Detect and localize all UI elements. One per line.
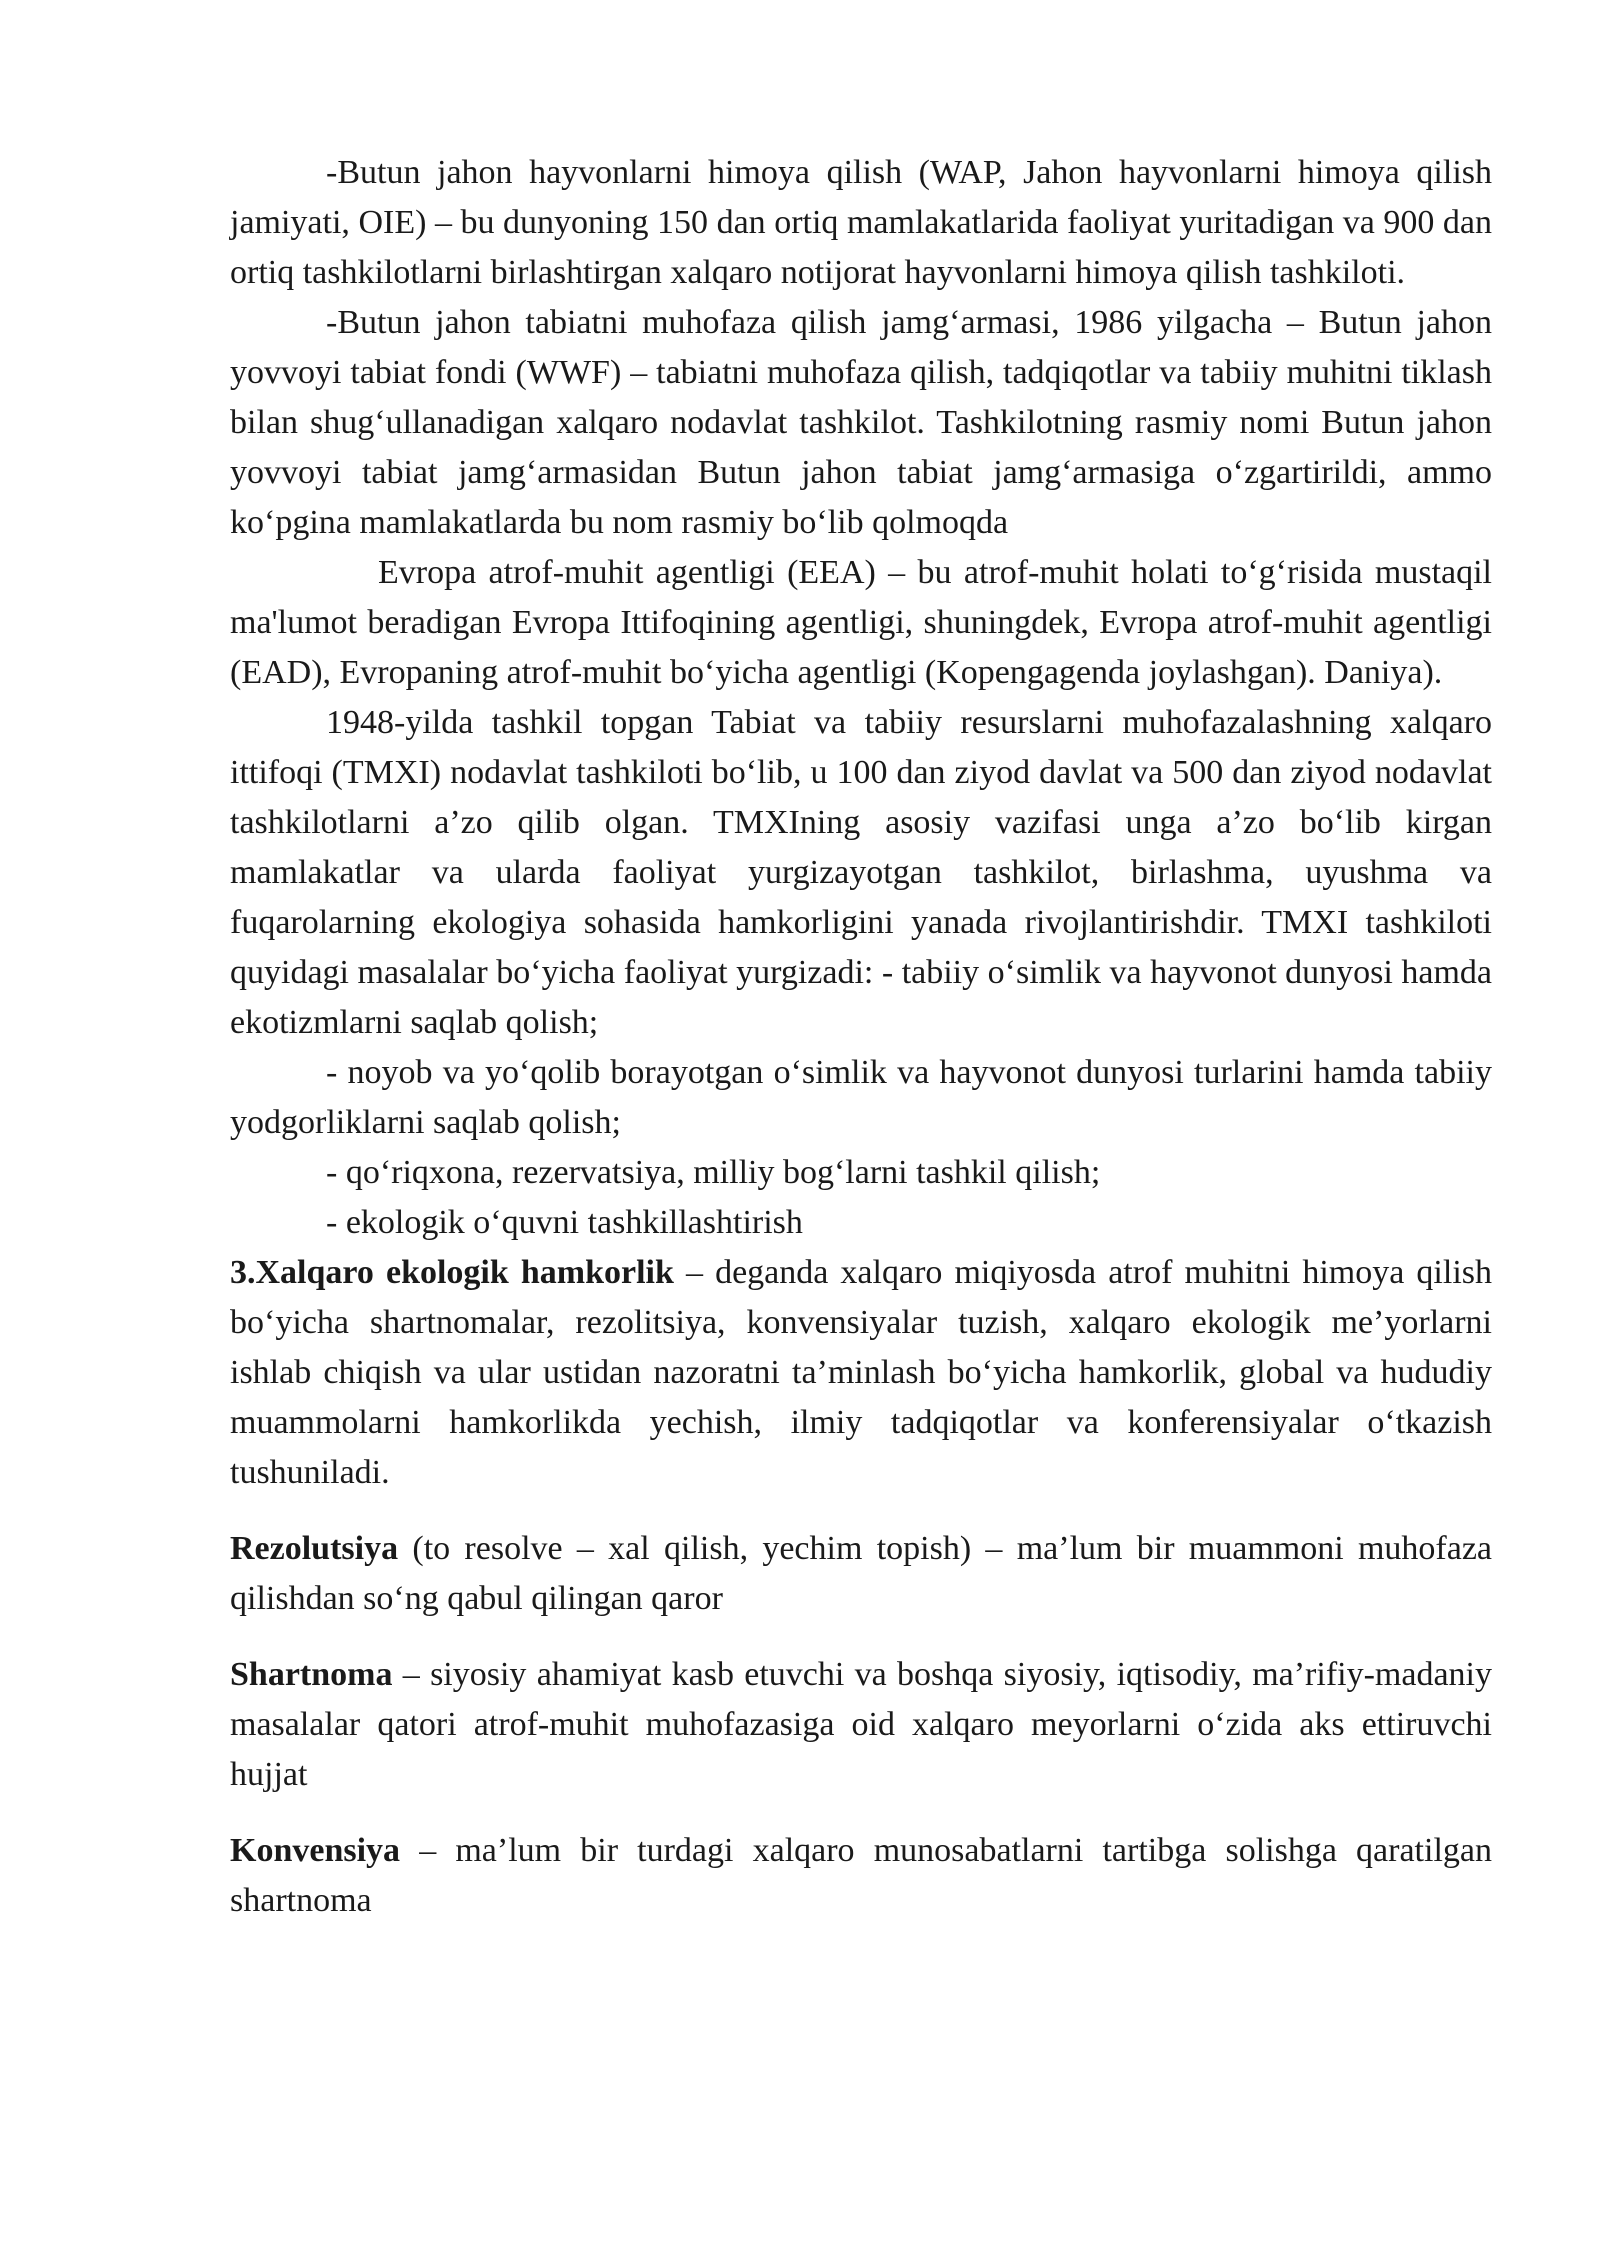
list-item-rare-species: - noyob va yoʻqolib borayotgan oʻsimlik va hayvonot dunyosi turlarini hamda tabiiy yodgorliklarni saqlab qolish; (230, 1054, 1492, 1141)
definition-term: Shartnoma (230, 1656, 393, 1693)
section-heading: 3.Xalqaro ekologik hamkorlik (230, 1254, 674, 1291)
list-item-education: - ekologik oʻquvni tashkillashtirish (326, 1204, 803, 1241)
definition-convention (230, 1826, 1492, 1926)
section-text: – deganda xalqaro miqiyosda atrof muhitni himoya qilish boʻyicha shartnomalar, rezolitsiya, konvensiyalar tuzish, xalqaro ekologik me’yorlarni ishlab chiqish va ular ustidan nazoratni ta’minlash boʻyicha hamkorlik, global va hududiy muammolarni hamkorlikda yechish, ilmiy tadqiqotlar va konferensiyalar oʻtkazish tushuniladi. (230, 1254, 1492, 1491)
definition-text: – siyosiy ahamiyat kasb etuvchi va boshqa siyosiy, iqtisodiy, ma’rifiy-madaniy masalalar qatori atrof-muhit muhofazasiga oid xalqaro meyorlarni oʻzida aks ettiruvchi hujjat (230, 1656, 1492, 1793)
paragraph-eea: Evropa atrof-muhit agentligi (EEA) – bu atrof-muhit holati toʻgʻrisida mustaqil ma'lumot beradigan Evropa Ittifoqining agentligi, shuningdek, Evropa atrof-muhit agentligi (EAD), Evropaning atrof-muhit boʻyicha agentligi (Kopengagenda joylashgan). Daniya). (230, 554, 1492, 691)
list-item-reserves: - qoʻriqxona, rezervatsiya, milliy bogʻlarni tashkil qilish; (326, 1154, 1101, 1191)
definition-treaty (230, 1650, 1492, 1800)
definition-term: Rezolutsiya (230, 1530, 399, 1567)
paragraph-tmxi: 1948-yilda tashkil topgan Tabiat va tabiiy resurslarni muhofazalashning xalqaro ittifoqi (TMXI) nodavlat tashkiloti boʻlib, u 100 dan ziyod davlat va 500 dan ziyod nodavlat tashkilotlarni a’zo qilib olgan. TMXIning asosiy vazifasi unga a’zo boʻlib kirgan mamlakatlar va ularda faoliyat yurgizayotgan tashkilot, birlashma, uyushma va fuqarolarning ekologiya sohasida hamkorligini yanada rivojlantirishdir. TMXI tashkiloti quyidagi masalalar boʻyicha faoliyat yurgizadi: - tabiiy oʻsimlik va hayvonot dunyosi hamda ekotizmlarni saqlab qolish; (230, 704, 1492, 1041)
definition-text: (to resolve – xal qilish, yechim topish) – ma’lum bir muammoni muhofaza qilishdan soʻng qabul qilingan qaror (230, 1530, 1492, 1617)
paragraph-wwf: -Butun jahon tabiatni muhofaza qilish jamgʻarmasi, 1986 yilgacha – Butun jahon yovvoyi tabiat fondi (WWF) – tabiatni muhofaza qilish, tadqiqotlar va tabiiy muhitni tiklash bilan shugʻullanadigan xalqaro nodavlat tashkilot. Tashkilotning rasmiy nomi Butun jahon yovvoyi tabiat jamgʻarmasidan Butun jahon tabiat jamgʻarmasiga oʻzgartirildi, ammo koʻpgina mamlakatlarda bu nom rasmiy boʻlib qolmoqda (230, 304, 1492, 541)
document-page (230, 148, 1492, 1926)
definition-text: – ma’lum bir turdagi xalqaro munosabatlarni tartibga solishga qaratilgan shartnoma (230, 1832, 1492, 1919)
definition-resolution (230, 1524, 1492, 1624)
section-international-cooperation (230, 1248, 1492, 1498)
paragraph-wap: -Butun jahon hayvonlarni himoya qilish (WAP, Jahon hayvonlarni himoya qilish jamiyati, OIE) – bu dunyoning 150 dan ortiq mamlakatlarida faoliyat yuritadigan va 900 dan ortiq tashkilotlarni birlashtirgan xalqaro notijorat hayvonlarni himoya qilish tashkiloti. (230, 154, 1492, 291)
definition-term: Konvensiya (230, 1832, 401, 1869)
